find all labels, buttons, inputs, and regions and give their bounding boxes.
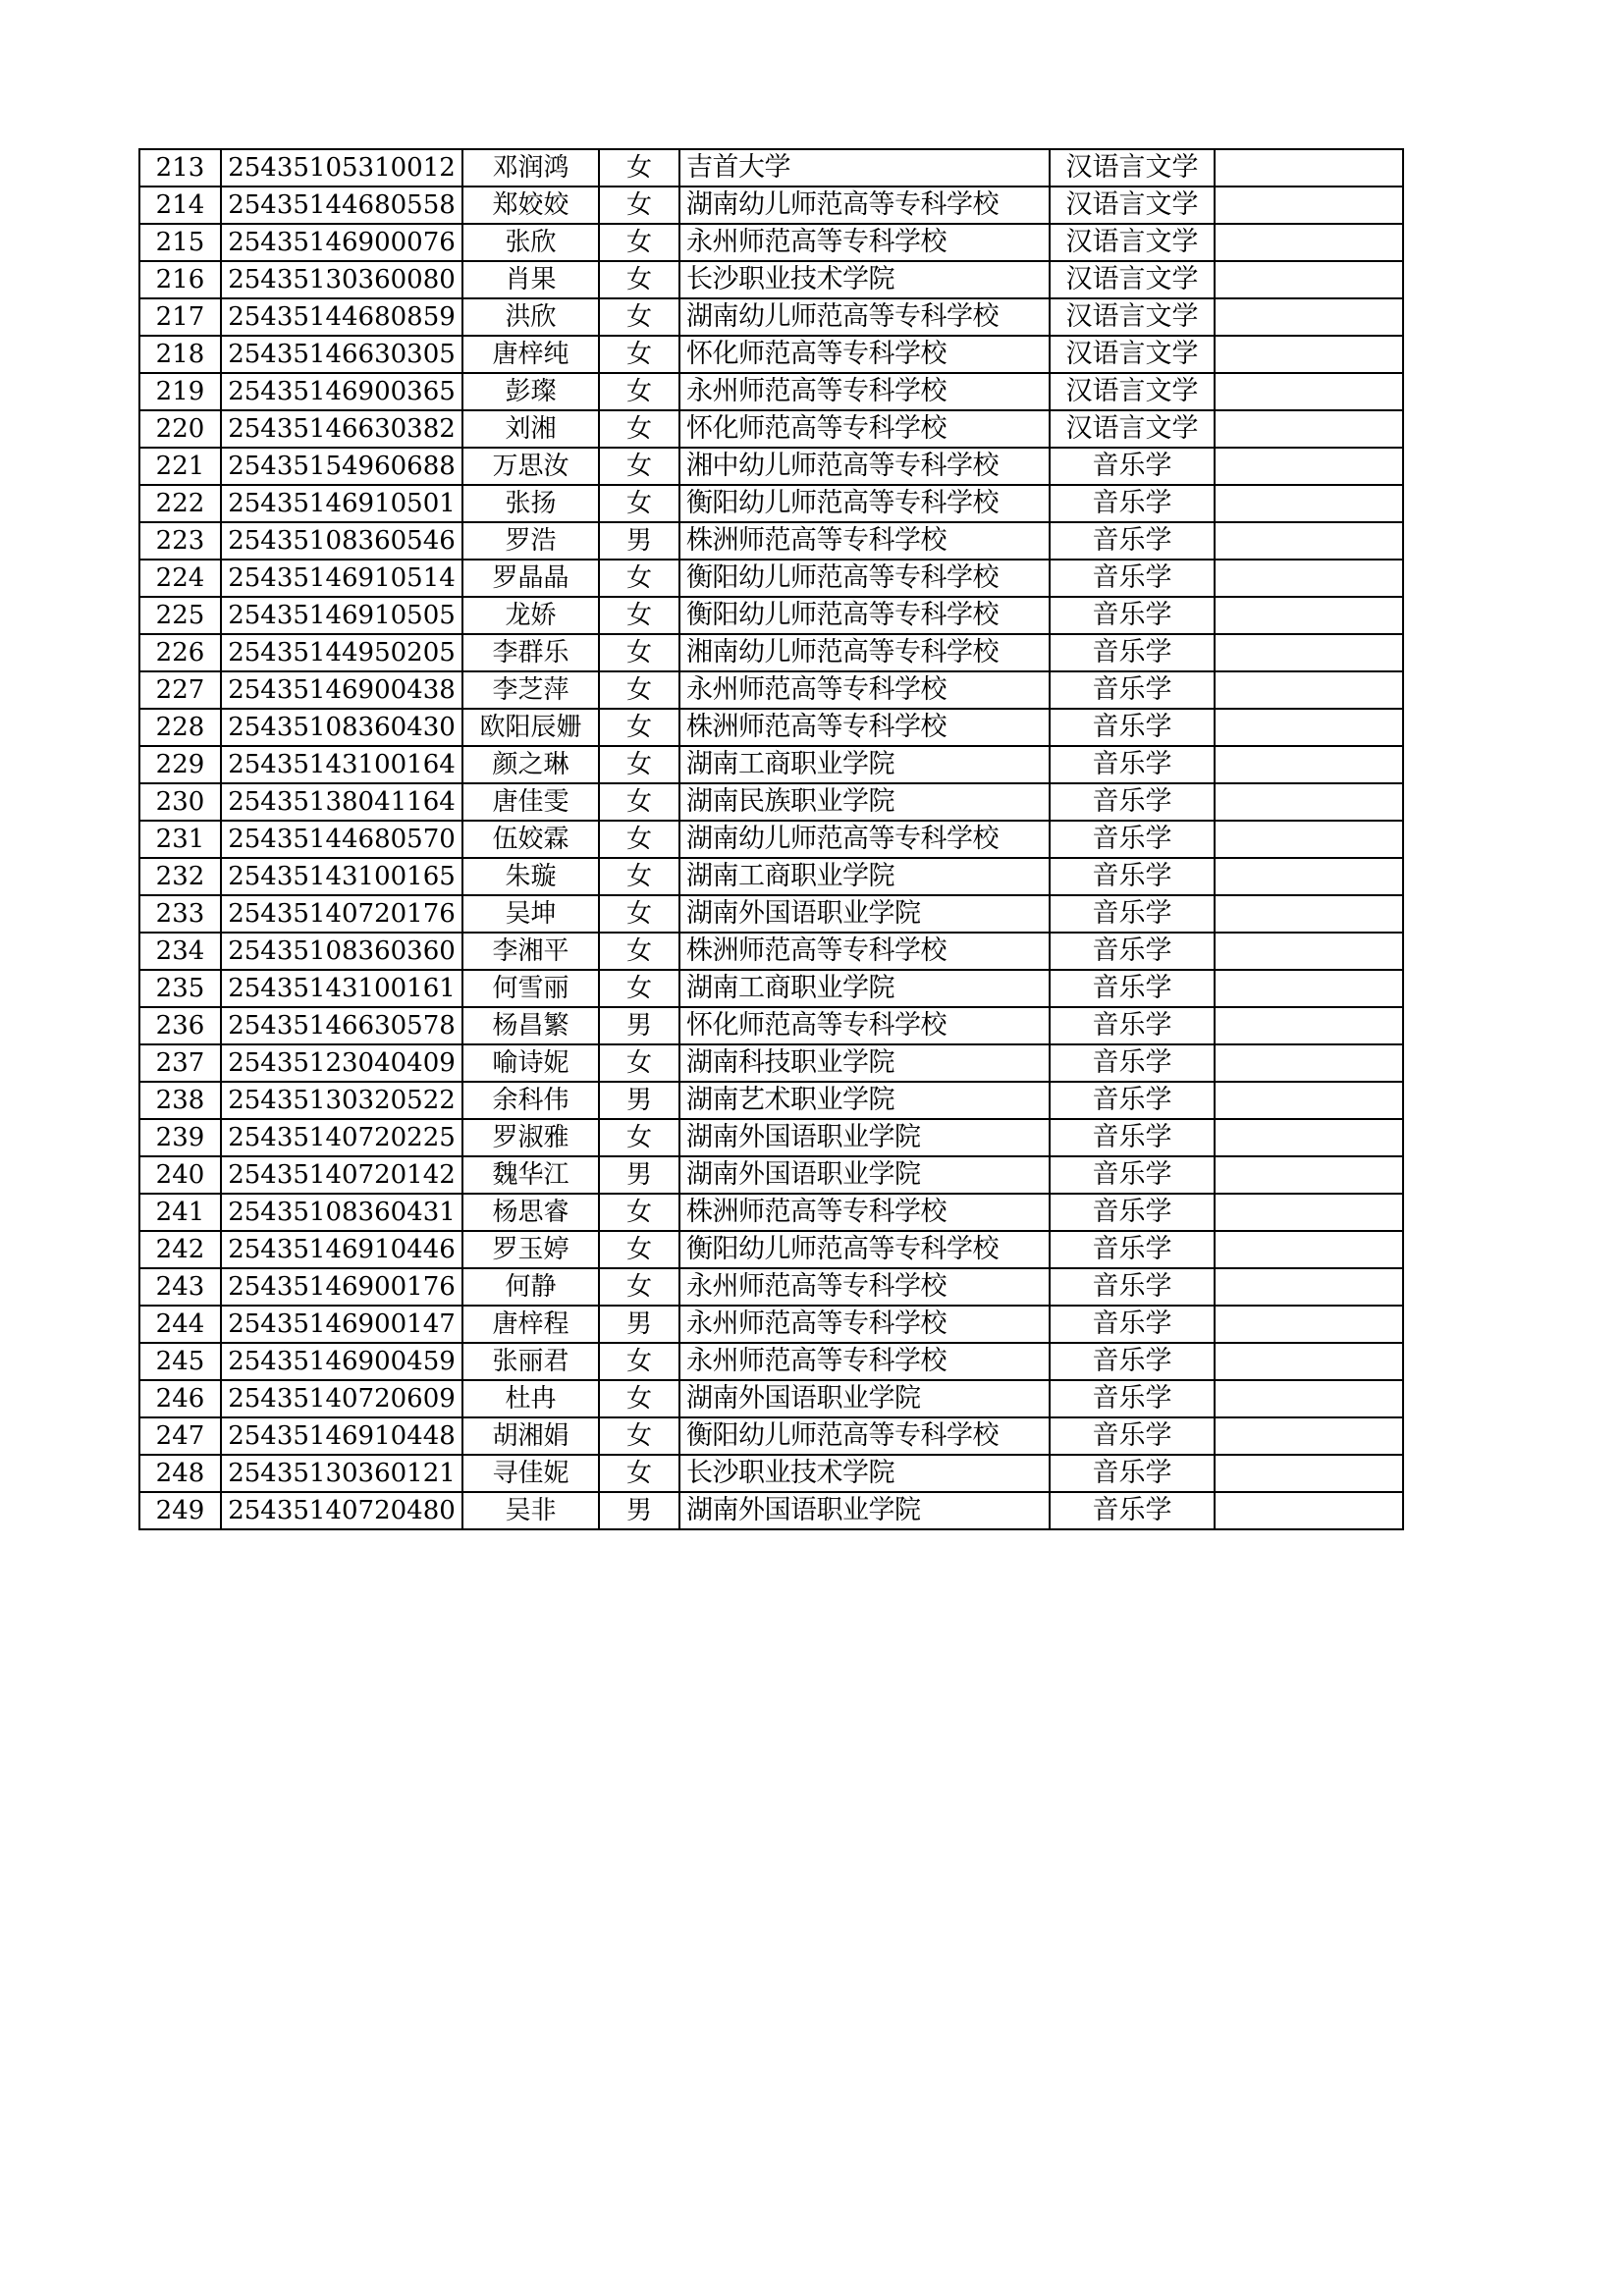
cell-seq: 246 xyxy=(139,1380,221,1417)
table-row xyxy=(139,1082,1403,1119)
cell-name: 欧阳辰姗 xyxy=(462,709,599,746)
cell-exam-id: 25435146900459 xyxy=(221,1343,462,1380)
cell-name: 张欣 xyxy=(462,224,599,261)
cell-name: 罗玉婷 xyxy=(462,1231,599,1268)
cell-note xyxy=(1215,298,1403,336)
cell-gender: 女 xyxy=(599,895,679,933)
cell-exam-id: 25435140720176 xyxy=(221,895,462,933)
cell-gender: 男 xyxy=(599,1492,679,1529)
cell-exam-id: 25435143100165 xyxy=(221,858,462,895)
cell-major: 音乐学 xyxy=(1050,448,1215,485)
cell-name: 罗晶晶 xyxy=(462,560,599,597)
cell-gender: 女 xyxy=(599,261,679,298)
cell-major: 音乐学 xyxy=(1050,1231,1215,1268)
cell-seq: 216 xyxy=(139,261,221,298)
cell-gender: 女 xyxy=(599,933,679,970)
cell-seq: 229 xyxy=(139,746,221,783)
table-row xyxy=(139,373,1403,410)
table-row xyxy=(139,1306,1403,1343)
table-row xyxy=(139,1156,1403,1194)
cell-school: 怀化师范高等专科学校 xyxy=(679,410,1050,448)
cell-exam-id: 25435146910501 xyxy=(221,485,462,522)
cell-exam-id: 25435123040409 xyxy=(221,1044,462,1082)
cell-name: 喻诗妮 xyxy=(462,1044,599,1082)
cell-name: 寻佳妮 xyxy=(462,1455,599,1492)
cell-exam-id: 25435130320522 xyxy=(221,1082,462,1119)
cell-gender: 女 xyxy=(599,224,679,261)
cell-gender: 女 xyxy=(599,560,679,597)
cell-gender: 女 xyxy=(599,1455,679,1492)
table-row xyxy=(139,410,1403,448)
cell-seq: 248 xyxy=(139,1455,221,1492)
cell-name: 唐梓纯 xyxy=(462,336,599,373)
cell-exam-id: 25435154960688 xyxy=(221,448,462,485)
cell-seq: 241 xyxy=(139,1194,221,1231)
cell-seq: 232 xyxy=(139,858,221,895)
cell-seq: 224 xyxy=(139,560,221,597)
cell-note xyxy=(1215,746,1403,783)
cell-note xyxy=(1215,970,1403,1007)
cell-school: 湖南工商职业学院 xyxy=(679,858,1050,895)
cell-exam-id: 25435143100161 xyxy=(221,970,462,1007)
cell-school: 衡阳幼儿师范高等专科学校 xyxy=(679,1231,1050,1268)
cell-gender: 女 xyxy=(599,1343,679,1380)
cell-name: 伍姣霖 xyxy=(462,821,599,858)
cell-school: 永州师范高等专科学校 xyxy=(679,1306,1050,1343)
cell-gender: 女 xyxy=(599,149,679,187)
cell-name: 彭璨 xyxy=(462,373,599,410)
cell-school: 怀化师范高等专科学校 xyxy=(679,336,1050,373)
table-row xyxy=(139,709,1403,746)
cell-major: 音乐学 xyxy=(1050,560,1215,597)
cell-major: 音乐学 xyxy=(1050,1343,1215,1380)
cell-seq: 233 xyxy=(139,895,221,933)
cell-note xyxy=(1215,373,1403,410)
cell-name: 何静 xyxy=(462,1268,599,1306)
cell-note xyxy=(1215,224,1403,261)
cell-gender: 女 xyxy=(599,1268,679,1306)
cell-major: 音乐学 xyxy=(1050,1492,1215,1529)
cell-school: 株洲师范高等专科学校 xyxy=(679,522,1050,560)
cell-seq: 237 xyxy=(139,1044,221,1082)
cell-major: 音乐学 xyxy=(1050,783,1215,821)
cell-major: 音乐学 xyxy=(1050,1380,1215,1417)
cell-name: 唐佳雯 xyxy=(462,783,599,821)
cell-exam-id: 25435108360546 xyxy=(221,522,462,560)
cell-note xyxy=(1215,1119,1403,1156)
cell-major: 音乐学 xyxy=(1050,1156,1215,1194)
cell-school: 湘中幼儿师范高等专科学校 xyxy=(679,448,1050,485)
cell-note xyxy=(1215,634,1403,671)
cell-name: 唐梓程 xyxy=(462,1306,599,1343)
table-row xyxy=(139,448,1403,485)
cell-seq: 223 xyxy=(139,522,221,560)
cell-exam-id: 25435146900147 xyxy=(221,1306,462,1343)
cell-major: 汉语言文学 xyxy=(1050,298,1215,336)
cell-name: 张扬 xyxy=(462,485,599,522)
cell-exam-id: 25435146900076 xyxy=(221,224,462,261)
cell-name: 龙娇 xyxy=(462,597,599,634)
cell-major: 音乐学 xyxy=(1050,1007,1215,1044)
cell-name: 张丽君 xyxy=(462,1343,599,1380)
cell-note xyxy=(1215,1156,1403,1194)
cell-note xyxy=(1215,149,1403,187)
cell-exam-id: 25435130360080 xyxy=(221,261,462,298)
cell-major: 汉语言文学 xyxy=(1050,261,1215,298)
cell-gender: 女 xyxy=(599,187,679,224)
cell-seq: 222 xyxy=(139,485,221,522)
cell-gender: 女 xyxy=(599,597,679,634)
cell-exam-id: 25435130360121 xyxy=(221,1455,462,1492)
cell-major: 音乐学 xyxy=(1050,634,1215,671)
cell-name: 邓润鸿 xyxy=(462,149,599,187)
cell-note xyxy=(1215,1417,1403,1455)
cell-gender: 女 xyxy=(599,671,679,709)
cell-name: 余科伟 xyxy=(462,1082,599,1119)
table-row xyxy=(139,970,1403,1007)
cell-exam-id: 25435140720609 xyxy=(221,1380,462,1417)
cell-seq: 245 xyxy=(139,1343,221,1380)
cell-name: 杨昌繁 xyxy=(462,1007,599,1044)
table-row xyxy=(139,1492,1403,1529)
cell-note xyxy=(1215,671,1403,709)
cell-name: 洪欣 xyxy=(462,298,599,336)
cell-seq: 239 xyxy=(139,1119,221,1156)
cell-exam-id: 25435144680570 xyxy=(221,821,462,858)
cell-seq: 226 xyxy=(139,634,221,671)
cell-note xyxy=(1215,1082,1403,1119)
cell-name: 李芝萍 xyxy=(462,671,599,709)
cell-gender: 男 xyxy=(599,1082,679,1119)
cell-major: 音乐学 xyxy=(1050,821,1215,858)
cell-major: 汉语言文学 xyxy=(1050,373,1215,410)
cell-name: 魏华江 xyxy=(462,1156,599,1194)
cell-school: 衡阳幼儿师范高等专科学校 xyxy=(679,597,1050,634)
cell-note xyxy=(1215,410,1403,448)
cell-major: 音乐学 xyxy=(1050,746,1215,783)
cell-gender: 女 xyxy=(599,485,679,522)
cell-note xyxy=(1215,895,1403,933)
cell-gender: 女 xyxy=(599,410,679,448)
cell-major: 音乐学 xyxy=(1050,933,1215,970)
cell-gender: 女 xyxy=(599,336,679,373)
cell-exam-id: 25435146910448 xyxy=(221,1417,462,1455)
cell-exam-id: 25435140720480 xyxy=(221,1492,462,1529)
cell-seq: 235 xyxy=(139,970,221,1007)
cell-seq: 221 xyxy=(139,448,221,485)
cell-gender: 女 xyxy=(599,746,679,783)
cell-seq: 227 xyxy=(139,671,221,709)
table-row xyxy=(139,485,1403,522)
cell-major: 音乐学 xyxy=(1050,858,1215,895)
table-row xyxy=(139,149,1403,187)
cell-exam-id: 25435146910446 xyxy=(221,1231,462,1268)
cell-name: 万思汝 xyxy=(462,448,599,485)
cell-name: 颜之琳 xyxy=(462,746,599,783)
cell-school: 衡阳幼儿师范高等专科学校 xyxy=(679,1417,1050,1455)
cell-note xyxy=(1215,1231,1403,1268)
cell-school: 湖南外国语职业学院 xyxy=(679,1119,1050,1156)
table-row xyxy=(139,821,1403,858)
cell-exam-id: 25435108360430 xyxy=(221,709,462,746)
cell-name: 罗浩 xyxy=(462,522,599,560)
cell-seq: 220 xyxy=(139,410,221,448)
table-row xyxy=(139,1231,1403,1268)
cell-exam-id: 25435146630382 xyxy=(221,410,462,448)
cell-seq: 218 xyxy=(139,336,221,373)
cell-seq: 242 xyxy=(139,1231,221,1268)
cell-school: 湖南艺术职业学院 xyxy=(679,1082,1050,1119)
cell-gender: 男 xyxy=(599,1007,679,1044)
cell-school: 湖南外国语职业学院 xyxy=(679,1492,1050,1529)
cell-major: 音乐学 xyxy=(1050,522,1215,560)
table-row xyxy=(139,1007,1403,1044)
table-row xyxy=(139,224,1403,261)
cell-name: 李群乐 xyxy=(462,634,599,671)
table-row xyxy=(139,783,1403,821)
table-row xyxy=(139,298,1403,336)
cell-note xyxy=(1215,783,1403,821)
cell-note xyxy=(1215,1268,1403,1306)
cell-seq: 217 xyxy=(139,298,221,336)
table-row xyxy=(139,261,1403,298)
cell-gender: 女 xyxy=(599,1044,679,1082)
cell-note xyxy=(1215,1044,1403,1082)
table-row xyxy=(139,1380,1403,1417)
cell-school: 湘南幼儿师范高等专科学校 xyxy=(679,634,1050,671)
roster-table-body xyxy=(139,149,1403,1529)
cell-seq: 231 xyxy=(139,821,221,858)
cell-exam-id: 25435146910505 xyxy=(221,597,462,634)
cell-major: 音乐学 xyxy=(1050,485,1215,522)
cell-seq: 247 xyxy=(139,1417,221,1455)
cell-note xyxy=(1215,1380,1403,1417)
cell-name: 何雪丽 xyxy=(462,970,599,1007)
cell-seq: 225 xyxy=(139,597,221,634)
cell-note xyxy=(1215,560,1403,597)
cell-seq: 230 xyxy=(139,783,221,821)
cell-gender: 男 xyxy=(599,522,679,560)
cell-exam-id: 25435146910514 xyxy=(221,560,462,597)
cell-note xyxy=(1215,1194,1403,1231)
cell-school: 永州师范高等专科学校 xyxy=(679,1268,1050,1306)
cell-school: 衡阳幼儿师范高等专科学校 xyxy=(679,485,1050,522)
cell-school: 湖南外国语职业学院 xyxy=(679,895,1050,933)
cell-school: 永州师范高等专科学校 xyxy=(679,671,1050,709)
cell-major: 音乐学 xyxy=(1050,1455,1215,1492)
cell-seq: 243 xyxy=(139,1268,221,1306)
cell-school: 永州师范高等专科学校 xyxy=(679,1343,1050,1380)
table-row xyxy=(139,933,1403,970)
cell-school: 湖南外国语职业学院 xyxy=(679,1380,1050,1417)
cell-gender: 女 xyxy=(599,448,679,485)
cell-gender: 女 xyxy=(599,373,679,410)
cell-major: 音乐学 xyxy=(1050,1044,1215,1082)
cell-seq: 228 xyxy=(139,709,221,746)
cell-name: 胡湘娟 xyxy=(462,1417,599,1455)
cell-seq: 219 xyxy=(139,373,221,410)
table-row xyxy=(139,1194,1403,1231)
cell-school: 湖南幼儿师范高等专科学校 xyxy=(679,821,1050,858)
cell-note xyxy=(1215,261,1403,298)
cell-major: 音乐学 xyxy=(1050,1194,1215,1231)
cell-note xyxy=(1215,821,1403,858)
cell-exam-id: 25435146900176 xyxy=(221,1268,462,1306)
cell-exam-id: 25435105310012 xyxy=(221,149,462,187)
cell-major: 音乐学 xyxy=(1050,709,1215,746)
cell-note xyxy=(1215,709,1403,746)
cell-exam-id: 25435144950205 xyxy=(221,634,462,671)
table-row xyxy=(139,895,1403,933)
cell-major: 音乐学 xyxy=(1050,1417,1215,1455)
cell-major: 汉语言文学 xyxy=(1050,187,1215,224)
table-row xyxy=(139,336,1403,373)
table-row xyxy=(139,746,1403,783)
cell-note xyxy=(1215,448,1403,485)
table-row xyxy=(139,634,1403,671)
cell-exam-id: 25435146630578 xyxy=(221,1007,462,1044)
table-row xyxy=(139,597,1403,634)
cell-major: 音乐学 xyxy=(1050,970,1215,1007)
cell-name: 杨思睿 xyxy=(462,1194,599,1231)
cell-seq: 214 xyxy=(139,187,221,224)
table-row xyxy=(139,187,1403,224)
cell-major: 汉语言文学 xyxy=(1050,336,1215,373)
cell-gender: 女 xyxy=(599,1119,679,1156)
cell-seq: 234 xyxy=(139,933,221,970)
cell-school: 湖南外国语职业学院 xyxy=(679,1156,1050,1194)
cell-gender: 女 xyxy=(599,821,679,858)
table-row xyxy=(139,1119,1403,1156)
cell-exam-id: 25435138041164 xyxy=(221,783,462,821)
cell-seq: 249 xyxy=(139,1492,221,1529)
cell-name: 李湘平 xyxy=(462,933,599,970)
cell-gender: 女 xyxy=(599,1231,679,1268)
cell-school: 湖南工商职业学院 xyxy=(679,970,1050,1007)
cell-school: 衡阳幼儿师范高等专科学校 xyxy=(679,560,1050,597)
cell-exam-id: 25435140720225 xyxy=(221,1119,462,1156)
cell-exam-id: 25435146630305 xyxy=(221,336,462,373)
roster-table xyxy=(138,148,1404,1530)
cell-school: 湖南幼儿师范高等专科学校 xyxy=(679,298,1050,336)
cell-gender: 女 xyxy=(599,709,679,746)
cell-gender: 女 xyxy=(599,1194,679,1231)
cell-school: 湖南幼儿师范高等专科学校 xyxy=(679,187,1050,224)
table-row xyxy=(139,1044,1403,1082)
cell-seq: 213 xyxy=(139,149,221,187)
cell-note xyxy=(1215,858,1403,895)
cell-major: 音乐学 xyxy=(1050,597,1215,634)
cell-note xyxy=(1215,1007,1403,1044)
cell-note xyxy=(1215,1492,1403,1529)
cell-gender: 女 xyxy=(599,1380,679,1417)
cell-seq: 244 xyxy=(139,1306,221,1343)
cell-school: 湖南工商职业学院 xyxy=(679,746,1050,783)
cell-major: 汉语言文学 xyxy=(1050,410,1215,448)
cell-gender: 女 xyxy=(599,783,679,821)
table-row xyxy=(139,560,1403,597)
cell-major: 音乐学 xyxy=(1050,1268,1215,1306)
table-row xyxy=(139,522,1403,560)
cell-name: 吴非 xyxy=(462,1492,599,1529)
cell-note xyxy=(1215,485,1403,522)
table-row xyxy=(139,1343,1403,1380)
cell-exam-id: 25435108360431 xyxy=(221,1194,462,1231)
cell-note xyxy=(1215,336,1403,373)
cell-note xyxy=(1215,187,1403,224)
cell-name: 罗淑雅 xyxy=(462,1119,599,1156)
cell-note xyxy=(1215,597,1403,634)
cell-major: 音乐学 xyxy=(1050,671,1215,709)
cell-note xyxy=(1215,522,1403,560)
cell-name: 肖果 xyxy=(462,261,599,298)
table-row xyxy=(139,858,1403,895)
cell-note xyxy=(1215,1306,1403,1343)
cell-school: 湖南民族职业学院 xyxy=(679,783,1050,821)
cell-name: 刘湘 xyxy=(462,410,599,448)
cell-school: 永州师范高等专科学校 xyxy=(679,224,1050,261)
table-row xyxy=(139,1455,1403,1492)
cell-seq: 238 xyxy=(139,1082,221,1119)
cell-name: 朱璇 xyxy=(462,858,599,895)
cell-school: 株洲师范高等专科学校 xyxy=(679,933,1050,970)
cell-school: 长沙职业技术学院 xyxy=(679,261,1050,298)
cell-gender: 男 xyxy=(599,1156,679,1194)
table-row xyxy=(139,1268,1403,1306)
cell-note xyxy=(1215,933,1403,970)
cell-note xyxy=(1215,1455,1403,1492)
table-row xyxy=(139,671,1403,709)
cell-seq: 240 xyxy=(139,1156,221,1194)
cell-name: 杜冉 xyxy=(462,1380,599,1417)
cell-major: 音乐学 xyxy=(1050,1119,1215,1156)
cell-gender: 女 xyxy=(599,970,679,1007)
cell-gender: 女 xyxy=(599,1417,679,1455)
cell-school: 株洲师范高等专科学校 xyxy=(679,1194,1050,1231)
cell-school: 株洲师范高等专科学校 xyxy=(679,709,1050,746)
cell-gender: 男 xyxy=(599,1306,679,1343)
cell-gender: 女 xyxy=(599,634,679,671)
cell-major: 汉语言文学 xyxy=(1050,224,1215,261)
cell-exam-id: 25435140720142 xyxy=(221,1156,462,1194)
cell-exam-id: 25435144680859 xyxy=(221,298,462,336)
cell-school: 怀化师范高等专科学校 xyxy=(679,1007,1050,1044)
cell-note xyxy=(1215,1343,1403,1380)
cell-exam-id: 25435143100164 xyxy=(221,746,462,783)
cell-exam-id: 25435146900438 xyxy=(221,671,462,709)
cell-exam-id: 25435144680558 xyxy=(221,187,462,224)
cell-school: 永州师范高等专科学校 xyxy=(679,373,1050,410)
cell-school: 湖南科技职业学院 xyxy=(679,1044,1050,1082)
table-row xyxy=(139,1417,1403,1455)
cell-major: 音乐学 xyxy=(1050,1082,1215,1119)
cell-name: 郑姣姣 xyxy=(462,187,599,224)
cell-major: 音乐学 xyxy=(1050,895,1215,933)
cell-gender: 女 xyxy=(599,298,679,336)
cell-exam-id: 25435146900365 xyxy=(221,373,462,410)
cell-major: 音乐学 xyxy=(1050,1306,1215,1343)
cell-school: 长沙职业技术学院 xyxy=(679,1455,1050,1492)
cell-name: 吴坤 xyxy=(462,895,599,933)
cell-exam-id: 25435108360360 xyxy=(221,933,462,970)
cell-school: 吉首大学 xyxy=(679,149,1050,187)
cell-seq: 236 xyxy=(139,1007,221,1044)
cell-major: 汉语言文学 xyxy=(1050,149,1215,187)
cell-seq: 215 xyxy=(139,224,221,261)
cell-gender: 女 xyxy=(599,858,679,895)
